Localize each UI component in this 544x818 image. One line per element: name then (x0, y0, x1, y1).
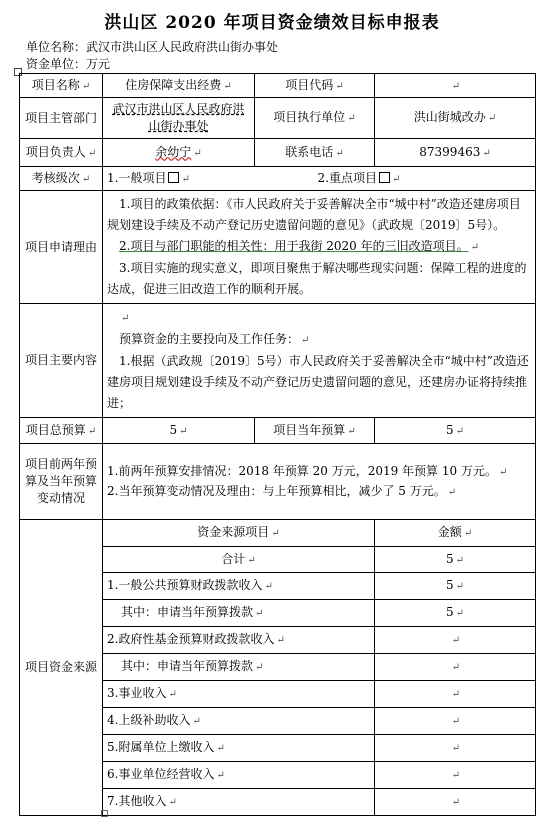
exec-value[interactable]: 洪山街城改办 ↵ (375, 98, 536, 139)
reason-label: 项目申请理由 (20, 191, 103, 304)
reason-line-1: 1.项目的政策依据：《市人民政府关于妥善解决全市“城中村”改造还建房项目规划建设手续及不动产登记历史遗留问题的意见》（武政规〔2019〕5号）。 (107, 197, 521, 232)
money-unit: 资金单位：万元 (26, 57, 111, 71)
fund-row-name: 6.事业单位经营收入 ↵ (103, 762, 375, 789)
table-row (20, 74, 536, 98)
table-row (20, 444, 536, 520)
paragraph-end-mark-icon (101, 810, 108, 817)
fund-row-amount[interactable]: ↵ (375, 789, 536, 816)
reason-line-2: 2.项目与部门职能的相关性：用于我街 2020 年的三旧改造项目。 ↵ (119, 239, 480, 253)
prev-budget-value[interactable] (103, 444, 536, 520)
fund-row-name: 其中：申请当年预算拨款 ↵ (103, 654, 375, 681)
page-title: 洪山区 2020 年项目资金绩效目标申报表 (104, 13, 440, 33)
prev-line-1: 1.前两年预算安排情况：2018 年预算 20 万元，2019 年预算 10 万元。 ↵ (107, 463, 508, 478)
reason-value[interactable] (103, 191, 536, 304)
year-budget-label: 项目当年预算 ↵ (255, 418, 375, 444)
project-name-label: 项目名称 ↵ (20, 74, 103, 98)
table-row (20, 167, 536, 191)
owner-value[interactable]: 余幼宁 ↵ (103, 139, 255, 167)
fund-row-name: 4.上级补助收入 ↵ (103, 708, 375, 735)
fund-row-amount[interactable]: ↵ (375, 654, 536, 681)
year-budget-value[interactable]: 5 ↵ (375, 418, 536, 444)
project-name-value[interactable]: 住房保障支出经费 ↵ (103, 74, 255, 98)
phone-value[interactable]: 87399463 ↵ (375, 139, 536, 167)
fund-row-amount[interactable]: ↵ (375, 681, 536, 708)
total-budget-value[interactable]: 5 ↵ (103, 418, 255, 444)
table-row (20, 98, 536, 139)
table-row (20, 520, 536, 547)
content-label: 项目主要内容 (20, 304, 103, 418)
level-key-option[interactable]: 2.重点项目 ↵ (317, 170, 401, 185)
table-row (20, 418, 536, 444)
fund-row-name: 5.附属单位上缴收入 ↵ (103, 735, 375, 762)
owner-label: 项目负责人 ↵ (20, 139, 103, 167)
prev-line-2: 2.当年预算变动情况及理由：与上年预算相比，减少了 5 万元。 ↵ (107, 483, 457, 498)
fund-row-name: 其中：申请当年预算拨款 ↵ (103, 600, 375, 627)
reason-line-3: 3.项目实施的现实意义，即项目聚焦于解决哪些现实问题：保障工程的进度的达成，促进三旧改造工作的顺利开展。 (107, 261, 527, 296)
total-budget-label: 项目总预算 ↵ (20, 418, 103, 444)
fund-row-amount[interactable]: ↵ (375, 762, 536, 789)
table-row (20, 139, 536, 167)
dept-value[interactable]: 武汉市洪山区人民政府洪山街办事处 (103, 98, 255, 139)
fund-row-amount[interactable]: 5 ↵ (375, 600, 536, 627)
table-row (20, 304, 536, 418)
fund-row-name: 1.一般公共预算财政拨款收入 ↵ (103, 573, 375, 600)
level-options (103, 167, 536, 191)
fund-row-amount[interactable]: ↵ (375, 708, 536, 735)
content-item: 1.根据（武政规〔2019〕5号）市人民政府关于妥善解决全市“城中村”改造还建房项目规划建设手续及不动产登记历史遗留问题的意见，还建房办证将持续推进； (107, 354, 529, 410)
fund-header: 资金来源项目 ↵ (103, 520, 375, 547)
fund-label: 项目资金来源 (20, 520, 103, 816)
fund-row-amount[interactable]: ↵ (375, 627, 536, 654)
fund-row-name: 7.其他收入 ↵ (103, 789, 375, 816)
content-intro: 预算资金的主要投向及工作任务： ↵ (119, 332, 310, 346)
fund-row-amount[interactable]: 5 ↵ (375, 547, 536, 573)
fund-row-name: 3.事业收入 ↵ (103, 681, 375, 708)
content-value[interactable]: ↵ 预算资金的主要投向及工作任务： ↵ 1.根据（武政规〔2019〕5号）市人民政府关于妥善解决全市“城中村”改造还建房项目规划建设手续及不动产登记历史遗留问题的意见，还建房办证将持续推进； (103, 304, 536, 418)
fund-row-amount[interactable]: ↵ (375, 735, 536, 762)
project-code-value[interactable]: ↵ (375, 74, 536, 98)
prev-budget-label: 项目前两年预算及当年预算变动情况 (20, 444, 103, 520)
amount-header: 金额 ↵ (375, 520, 536, 547)
exec-label: 项目执行单位 ↵ (255, 98, 375, 139)
unit-name: 单位名称：武汉市洪山区人民政府洪山街办事处 (26, 40, 279, 54)
dept-label: 项目主管部门 (20, 98, 103, 139)
phone-label: 联系电话 ↵ (255, 139, 375, 167)
performance-form-table (19, 73, 536, 816)
fund-row-amount[interactable]: 5 ↵ (375, 573, 536, 600)
fund-row-name: 合计 ↵ (103, 547, 375, 573)
checkbox-icon[interactable] (168, 172, 179, 183)
checkbox-icon[interactable] (379, 172, 390, 183)
table-row (20, 191, 536, 304)
level-general-option[interactable]: 1.一般项目 ↵ (107, 170, 190, 185)
level-label: 考核级次 ↵ (20, 167, 103, 191)
fund-row-name: 2.政府性基金预算财政拨款收入 ↵ (103, 627, 375, 654)
project-code-label: 项目代码 ↵ (255, 74, 375, 98)
